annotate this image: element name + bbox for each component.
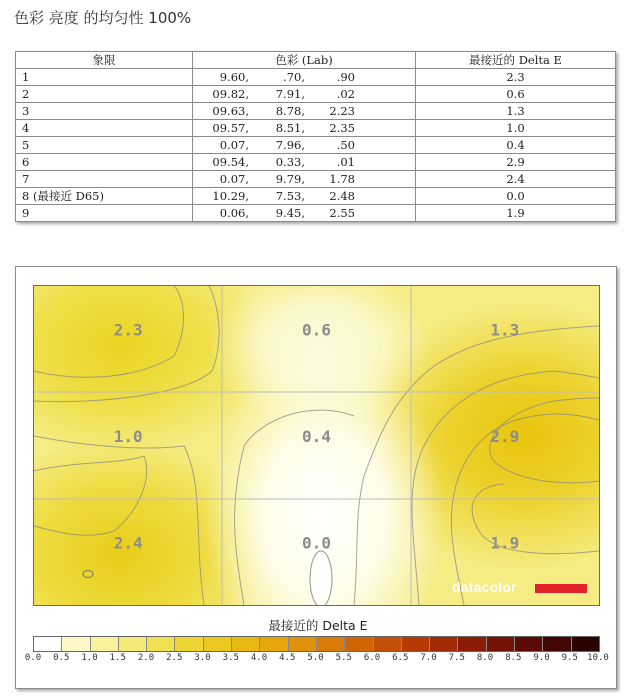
quadrant-cell: 5 [16, 137, 193, 154]
lab-cell [193, 103, 416, 120]
legend-tick-label: 6.5 [392, 653, 409, 663]
brand-logo-bar [535, 584, 587, 593]
lab-a-value: 9.45, [275, 206, 305, 220]
quadrant-cell: 3 [16, 103, 193, 120]
table-row [16, 120, 616, 137]
lab-l-value: 09.63, [212, 104, 249, 118]
brand-logo: datacolor [452, 579, 517, 595]
lab-cell [193, 188, 416, 205]
legend-tick-label: 9.0 [533, 653, 550, 663]
legend-swatch [458, 637, 486, 651]
legend-swatch [487, 637, 515, 651]
lab-b-value: .50 [336, 138, 355, 152]
legend-tick-label: 8.5 [505, 653, 522, 663]
legend-swatch [430, 637, 458, 651]
table-row [16, 103, 616, 120]
lab-b-value: 2.35 [329, 121, 355, 135]
table-row [16, 205, 616, 222]
lab-l-value: 9.60, [219, 70, 249, 84]
legend-swatch [374, 637, 402, 651]
legend-tick-label: 10.0 [587, 653, 609, 663]
cell-value-label: 1.9 [490, 533, 520, 553]
lab-l-value: 10.29, [212, 189, 249, 203]
delta-e-cell: 2.3 [416, 69, 616, 86]
lab-b-value: .02 [336, 87, 355, 101]
legend-title: 最接近的 Delta E [268, 618, 368, 633]
table-row [16, 154, 616, 171]
lab-b-value: .01 [336, 155, 355, 169]
quadrant-cell: 7 [16, 171, 193, 188]
cell-value-label: 0.6 [302, 320, 331, 340]
column-header-quadrant: 象限 [16, 52, 193, 69]
contour-center-min [310, 551, 332, 605]
legend-tick-label: 7.0 [420, 653, 437, 663]
lab-a-value: 7.96, [275, 138, 305, 152]
legend-swatch [317, 637, 345, 651]
column-header-lab: 色彩 (Lab) [193, 52, 416, 69]
quadrant-cell: 1 [16, 69, 193, 86]
legend-swatch [147, 637, 175, 651]
cell-value-label: 1.3 [490, 320, 520, 340]
cell-value-label: 0.0 [302, 533, 331, 553]
delta-e-cell: 1.3 [416, 103, 616, 120]
legend-swatch [119, 637, 147, 651]
quadrant-cell: 6 [16, 154, 193, 171]
legend-tick-label: 4.0 [250, 653, 268, 663]
delta-e-cell: 0.4 [416, 137, 616, 154]
delta-e-cell: 1.0 [416, 120, 616, 137]
legend-swatch [402, 637, 430, 651]
legend-tick-label: 3.5 [222, 653, 239, 663]
lab-cell [193, 69, 416, 86]
legend-tick-label: 9.5 [561, 653, 578, 663]
heatmap-svg [34, 286, 599, 605]
legend-tick-label: 1.5 [109, 653, 126, 663]
lab-cell [193, 86, 416, 103]
lab-b-value: 2.23 [329, 104, 355, 118]
column-header-delta-e: 最接近的 Delta E [416, 52, 616, 69]
quadrant-cell: 9 [16, 205, 193, 222]
legend-swatch [289, 637, 317, 651]
legend-tick-label: 3.0 [194, 653, 211, 663]
cell-value-label: 0.4 [302, 427, 331, 446]
lab-cell [193, 120, 416, 137]
heatmap-plot [33, 285, 600, 606]
delta-e-cell: 2.9 [416, 154, 616, 171]
legend-tick-label: 2.5 [166, 653, 183, 663]
page-title: 色彩 亮度 的均匀性 100% [14, 9, 192, 27]
lab-l-value: 0.07, [219, 138, 249, 152]
lab-l-value: 09.82, [212, 87, 249, 101]
lab-a-value: 8.51, [275, 121, 305, 135]
lab-cell [193, 205, 416, 222]
legend-swatch [543, 637, 571, 651]
lab-l-value: 09.54, [212, 155, 249, 169]
legend-swatch [232, 637, 260, 651]
legend-swatch [175, 637, 203, 651]
lab-b-value: 2.55 [329, 206, 355, 220]
lab-cell [193, 171, 416, 188]
table-header-row [16, 52, 616, 69]
lab-a-value: 8.78, [275, 104, 305, 118]
table-row [16, 171, 616, 188]
lab-cell [193, 154, 416, 171]
lab-a-value: 0.33, [275, 155, 305, 169]
cell-value-label: 2.3 [113, 320, 143, 340]
table-row [16, 137, 616, 154]
legend-tick-label: 0.5 [53, 653, 70, 663]
legend-tick-label: 8.0 [476, 653, 494, 663]
legend-swatch [91, 637, 119, 651]
legend-tick-label: 1.0 [81, 653, 98, 663]
cell-value-label: 2.4 [113, 533, 143, 553]
lab-a-value: 9.79, [275, 172, 305, 186]
legend-ticks [0, 653, 636, 665]
lab-l-value: 09.57, [212, 121, 249, 135]
delta-e-cell: 0.6 [416, 86, 616, 103]
lab-l-value: 0.06, [219, 206, 249, 220]
cell-value-label: 2.9 [490, 427, 520, 446]
lab-a-value: .70, [283, 70, 305, 84]
quadrant-cell: 8 (最接近 D65) [16, 188, 193, 205]
delta-e-cell: 0.0 [416, 188, 616, 205]
legend-swatch [515, 637, 543, 651]
table-row [16, 86, 616, 103]
legend-swatch [260, 637, 288, 651]
legend-tick-label: 4.5 [279, 653, 296, 663]
legend-swatch [62, 637, 90, 651]
legend-tick-label: 6.0 [363, 653, 381, 663]
quadrant-cell: 2 [16, 86, 193, 103]
lab-b-value: 1.78 [329, 172, 355, 186]
cell-value-label: 1.0 [113, 427, 143, 446]
lab-b-value: 2.48 [329, 189, 355, 203]
legend-swatch [345, 637, 373, 651]
lab-l-value: 0.07, [219, 172, 249, 186]
lab-cell [193, 137, 416, 154]
table-row [16, 69, 616, 86]
delta-e-cell: 2.4 [416, 171, 616, 188]
legend-color-scale [33, 636, 600, 652]
legend-swatch [204, 637, 232, 651]
legend-tick-label: 2.0 [137, 653, 155, 663]
lab-a-value: 7.53, [275, 189, 305, 203]
legend-tick-label: 5.0 [307, 653, 324, 663]
quadrant-cell: 4 [16, 120, 193, 137]
legend-tick-label: 7.5 [448, 653, 465, 663]
delta-e-cell: 1.9 [416, 205, 616, 222]
legend-swatch [34, 637, 62, 651]
legend-tick-label: 0.0 [24, 653, 42, 663]
lab-b-value: .90 [336, 70, 355, 84]
lab-a-value: 7.91, [275, 87, 305, 101]
table-row [16, 188, 616, 205]
legend-swatch [572, 637, 599, 651]
uniformity-table [15, 51, 616, 222]
legend-tick-label: 5.5 [335, 653, 352, 663]
